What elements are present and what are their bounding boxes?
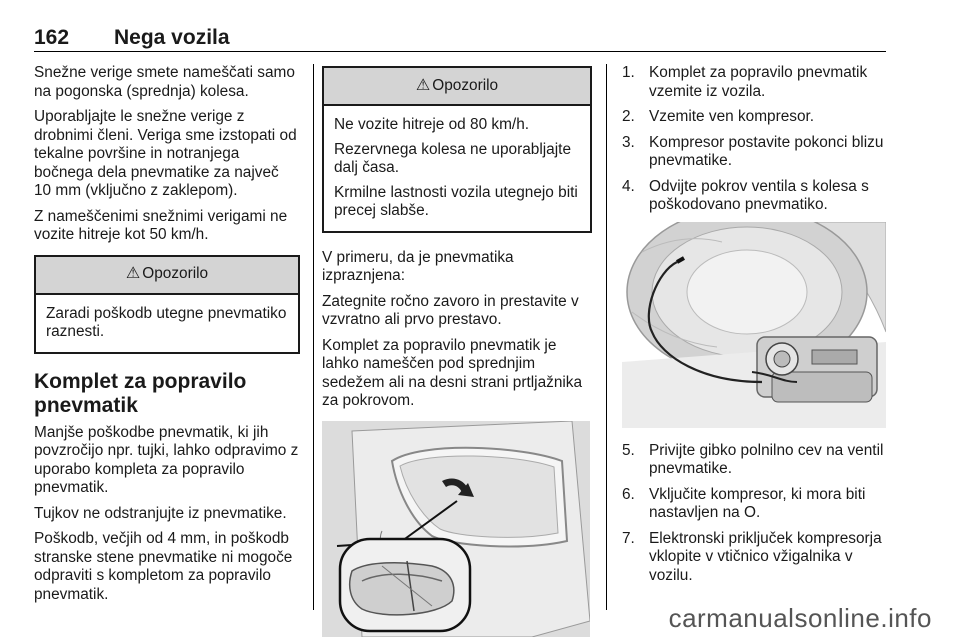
list-item: 3. Kompresor postavite pokonci blizu pnevmatike.	[622, 133, 884, 169]
warning-title: Opozorilo	[432, 76, 499, 94]
warning-box	[322, 66, 592, 233]
paragraph: Snežne verige smete nameščati samo na pogonska (sprednja) kolesa.	[34, 64, 295, 100]
warning-text: Ne vozite hitreje od 80 km/h.	[334, 116, 530, 133]
list-item: 5. Privijte gibko polnilno cev na ventil pnevmatike.	[622, 441, 884, 477]
section-title: Komplet za popravilo pnevmatik	[34, 369, 247, 417]
page-title: Nega vozila	[114, 26, 230, 49]
paragraph: V primeru, da je pnevmatika izpraznjena:	[322, 248, 514, 284]
warning-body	[36, 295, 298, 352]
column-divider	[606, 64, 607, 610]
paragraph: Z nameščenimi snežnimi verigami ne vozite hitreje kot 50 km/h.	[34, 207, 288, 243]
warning-header	[324, 68, 590, 106]
page-number: 162	[34, 26, 70, 49]
warning-header	[36, 257, 298, 295]
warning-triangle-icon: ⚠	[125, 265, 141, 283]
warning-text: Rezervnega kolesa ne uporabljajte dalj časa.	[334, 140, 571, 176]
steps-list	[622, 64, 892, 215]
column-divider	[313, 64, 314, 610]
header-rule	[34, 51, 886, 52]
compressor-illustration	[622, 222, 886, 428]
warning-box	[34, 255, 300, 354]
watermark: carmanualsonline.info	[668, 603, 932, 633]
page-header	[34, 26, 886, 52]
list-item: 2. Vzemite ven kompresor.	[622, 108, 815, 125]
paragraph: Tujkov ne odstranjujte iz pnevmatike.	[34, 504, 287, 522]
column-1	[34, 64, 300, 611]
warning-title: Opozorilo	[142, 265, 209, 283]
paragraph: Manjše poškodbe pnevmatik, ki jih povzročijo npr. tujki, lahko odpravimo z uporabo kompleta za popravilo pnevmatik.	[34, 423, 299, 496]
warning-text: Krmilne lastnosti vozila utegnejo biti precej slabše.	[334, 183, 578, 219]
column-2	[322, 64, 592, 637]
steps-list	[622, 442, 892, 586]
list-item: 6. Vključite kompresor, ki mora biti nastavljen na O.	[622, 485, 866, 521]
paragraph: Zategnite ročno zavoro in prestavite v vzvratno ali prvo prestavo.	[322, 292, 579, 328]
paragraph: Komplet za popravilo pnevmatik je lahko nameščen pod sprednjim sedežem ali na desni strani prtljažnika za pokrovom.	[322, 336, 583, 409]
paragraph: Uporabljajte le snežne verige z drobnimi členi. Veriga sme izstopati od tekalne površine in notranjega bočnega dela pnevmatike za največ 10 mm (vključno z zaklepom).	[34, 108, 297, 199]
column-3	[622, 64, 892, 592]
warning-triangle-icon: ⚠	[415, 76, 431, 94]
list-item: 1. Komplet za popravilo pnevmatik vzemite iz vozila.	[622, 64, 868, 100]
list-item: 4. Odvijte pokrov ventila s kolesa s poškodovano pnevmatiko.	[622, 177, 869, 213]
warning-body	[324, 106, 590, 231]
trunk-illustration	[322, 421, 590, 637]
warning-text: Zaradi poškodb utegne pnevmatiko raznesti.	[46, 304, 287, 340]
paragraph: Poškodb, večjih od 4 mm, in poškodb stranske stene pnevmatike ni mogoče odpraviti s kompletom za popravilo pnevmatik.	[34, 530, 293, 603]
list-item: 7. Elektronski priključek kompresorja vklopite v vtičnico vžigalnika v vozilu.	[622, 529, 882, 584]
